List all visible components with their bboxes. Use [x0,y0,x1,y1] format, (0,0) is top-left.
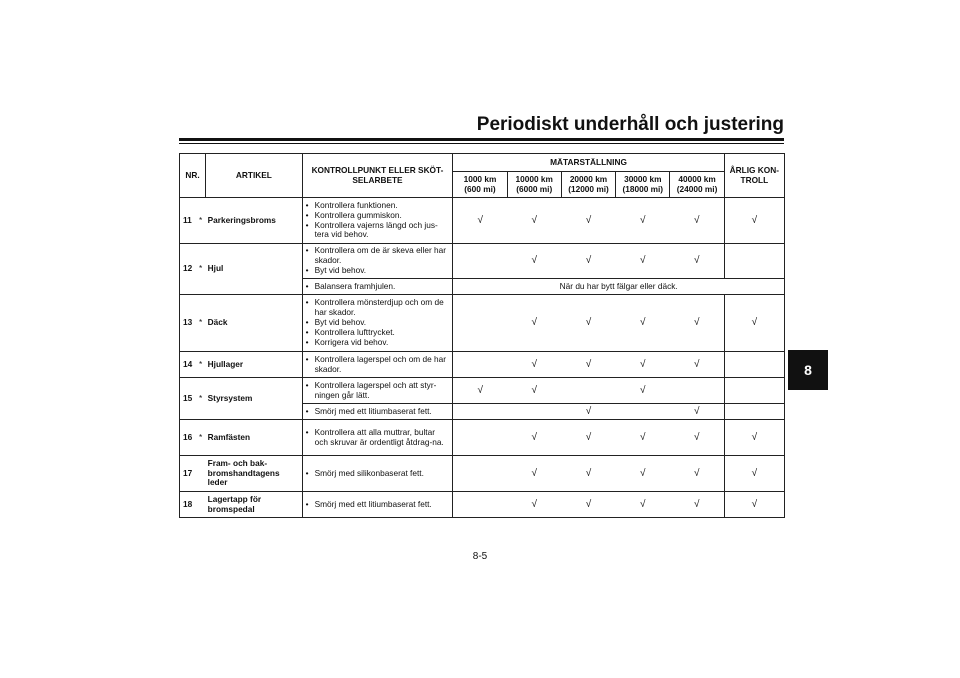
check-mark: √ [507,295,561,352]
check-mark: √ [507,456,561,492]
row-checkpoints: • Smörj med ett litiumbaserat fett. [302,492,453,518]
empty-cell [724,378,784,404]
check-mark: √ [561,456,615,492]
check-mark: √ [616,352,670,378]
empty-cell [453,244,507,279]
empty-cell [453,492,507,518]
header-rule-thick [179,138,784,141]
row-checkpoints: • Smörj med ett litiumbaserat fett. [302,404,453,420]
star-marker [196,492,206,518]
check-mark: √ [561,244,615,279]
row-article: Hjul [206,244,302,295]
row-checkpoints: • Kontrollera lagerspel och om de har skador. [302,352,453,378]
check-mark: √ [670,295,724,352]
row-article: Fram- och bak-bromshandtagens leder [206,456,302,492]
check-mark: √ [616,456,670,492]
empty-cell [670,378,724,404]
star-marker: * [196,378,206,420]
empty-cell [453,295,507,352]
row-article: Däck [206,295,302,352]
check-mark: √ [507,420,561,456]
empty-cell [724,352,784,378]
table-row [180,420,785,456]
check-mark: √ [616,420,670,456]
row-article: Lagertapp för bromspedal [206,492,302,518]
star-marker: * [196,420,206,456]
row-number: 13 [180,295,196,352]
row-number: 12 [180,244,196,295]
header-interval-5: 40000 km (24000 mi) [670,172,724,198]
empty-cell [561,378,615,404]
row-checkpoints: • Smörj med silikonbaserat fett. [302,456,453,492]
row-checkpoints: • Kontrollera mönsterdjup och om de har skador. • Byt vid behov. • Kontrollera lufttrycket. • Korrigera vid behov. [302,295,453,352]
check-mark: √ [561,352,615,378]
check-mark: √ [670,404,724,420]
star-marker: * [196,198,206,244]
header-article: ARTIKEL [206,154,302,198]
check-mark: √ [724,198,784,244]
table-row [180,295,785,352]
row-checkpoints: • Balansera framhjulen. [302,279,453,295]
table-row [180,456,785,492]
row-article: Ramfästen [206,420,302,456]
header-interval-3: 20000 km (12000 mi) [561,172,615,198]
check-mark: √ [561,198,615,244]
check-mark: √ [453,378,507,404]
row-number: 17 [180,456,196,492]
header-interval-2: 10000 km (6000 mi) [507,172,561,198]
check-mark: √ [724,456,784,492]
row-number: 11 [180,198,196,244]
check-mark: √ [616,378,670,404]
row-number: 16 [180,420,196,456]
row-checkpoints: • Kontrollera funktionen. • Kontrollera gummiskon. • Kontrollera vajerns längd och jus-tera vid behov. [302,198,453,244]
row-number: 15 [180,378,196,420]
table-row [180,492,785,518]
star-marker: * [196,352,206,378]
page-number: 8-5 [472,551,488,562]
star-marker: * [196,244,206,295]
check-mark: √ [507,378,561,404]
header-annual: ÅRLIG KON-TROLL [724,154,784,198]
chapter-tab: 8 [788,350,828,390]
empty-cell [453,456,507,492]
row-checkpoints: • Kontrollera lagerspel och att styr-ningen går lätt. [302,378,453,404]
empty-cell [724,244,784,279]
empty-cell [616,404,670,420]
header-rule-thin [179,143,784,144]
empty-cell [453,420,507,456]
check-mark: √ [561,404,615,420]
check-mark: √ [453,198,507,244]
row-article: Parkeringsbroms [206,198,302,244]
header-interval-4: 30000 km (18000 mi) [616,172,670,198]
empty-cell [724,404,784,420]
table-row [180,378,785,404]
check-mark: √ [724,492,784,518]
row-note: När du har bytt fälgar eller däck. [453,279,785,295]
check-mark: √ [507,198,561,244]
check-mark: √ [670,244,724,279]
check-mark: √ [561,295,615,352]
check-mark: √ [507,492,561,518]
check-mark: √ [670,456,724,492]
header-odometer: MÄTARSTÄLLNING [453,154,724,172]
empty-cell [453,352,507,378]
row-number: 18 [180,492,196,518]
check-mark: √ [507,244,561,279]
table-row [180,352,785,378]
row-checkpoints: • Kontrollera att alla muttrar, bultar och skruvar är ordentligt åtdrag-na. [302,420,453,456]
header-interval-1: 1000 km (600 mi) [453,172,507,198]
star-marker: * [196,295,206,352]
check-mark: √ [670,198,724,244]
page-title: Periodiskt underhåll och justering [476,114,784,135]
check-mark: √ [670,492,724,518]
header-checkpoint: KONTROLLPUNKT ELLER SKÖT-SELARBETE [302,154,453,198]
check-mark: √ [561,420,615,456]
table-row [180,244,785,279]
check-mark: √ [616,295,670,352]
empty-cell [507,404,561,420]
maintenance-table [179,153,785,518]
check-mark: √ [561,492,615,518]
row-article: Styrsystem [206,378,302,420]
empty-cell [453,404,507,420]
row-number: 14 [180,352,196,378]
row-article: Hjullager [206,352,302,378]
check-mark: √ [670,420,724,456]
check-mark: √ [507,352,561,378]
star-marker [196,456,206,492]
check-mark: √ [616,244,670,279]
check-mark: √ [724,420,784,456]
row-checkpoints: • Kontrollera om de är skeva eller har skador. • Byt vid behov. [302,244,453,279]
check-mark: √ [616,492,670,518]
check-mark: √ [616,198,670,244]
check-mark: √ [670,352,724,378]
check-mark: √ [724,295,784,352]
table-row [180,198,785,244]
header-nr: NR. [180,154,206,198]
